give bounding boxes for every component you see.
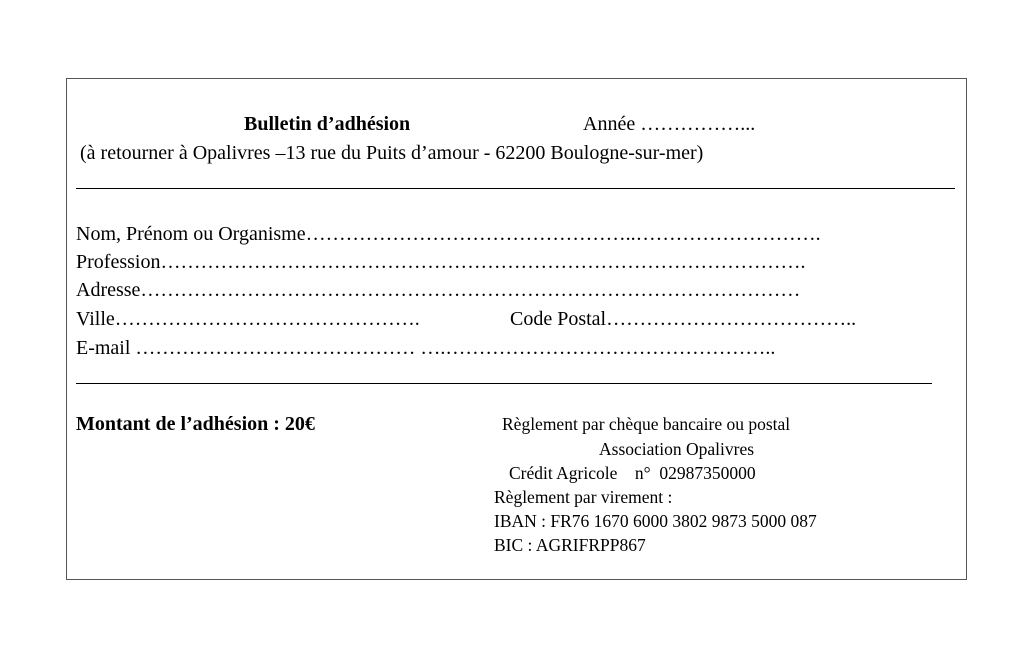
- profession-field: Profession…………………………………………………………………………………….: [76, 251, 806, 273]
- payment-association: Association Opalivres: [599, 439, 755, 459]
- city-field: Ville……………………………………….: [76, 308, 420, 330]
- payment-iban: IBAN : FR76 1670 6000 3802 9873 5000 087: [494, 511, 817, 531]
- address-field: Adresse………………………………………………………………………………………: [76, 279, 801, 301]
- return-address: (à retourner à Opalivres –13 rue du Puits d’amour - 62200 Boulogne-sur-mer): [80, 142, 704, 164]
- email-field: E-mail …………………………………… ….…………………………………………..: [76, 337, 776, 359]
- divider-bottom: [76, 383, 932, 384]
- payment-bic: BIC : AGRIFRPP867: [494, 535, 646, 555]
- form-title: Bulletin d’adhésion: [244, 113, 411, 135]
- payment-cheque: Règlement par chèque bancaire ou postal: [502, 414, 791, 434]
- payment-transfer: Règlement par virement :: [494, 487, 673, 507]
- name-field: Nom, Prénom ou Organisme…………………………………………..……………………….: [76, 223, 821, 245]
- divider-top: [76, 188, 955, 189]
- payment-bank-account: Crédit Agricole n° 02987350000: [509, 463, 756, 483]
- membership-amount: Montant de l’adhésion : 20€: [76, 413, 315, 435]
- postal-code-field: Code Postal………………………………..: [510, 308, 857, 330]
- year-field: Année ……………...: [583, 113, 756, 135]
